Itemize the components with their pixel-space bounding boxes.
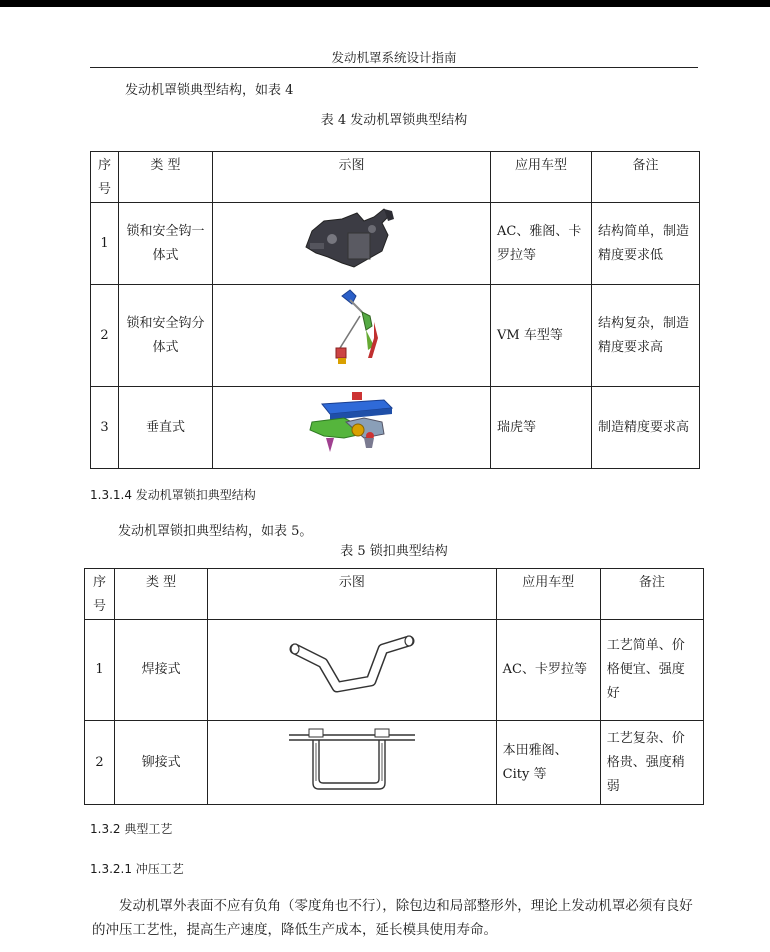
body-paragraph: 发动机罩外表面不应有负角（零度角也不行），除包边和局部整形外，理论上发动机罩必须有良好的冲压工艺性，提高生产速度，降低生产成本，延长模具使用寿命。 — [92, 898, 693, 938]
row-seq: 3 — [91, 387, 119, 469]
row-seq: 1 — [85, 620, 115, 721]
row-remark: 结构复杂，制造精度要求高 — [592, 285, 700, 387]
table5-intro: 发动机罩锁扣典型结构，如表 5。 — [118, 524, 313, 539]
table-row — [91, 285, 700, 387]
table-5 — [84, 568, 704, 805]
latch-integrated-image — [213, 203, 491, 285]
section-heading-132: 1.3.2 典型工艺 — [90, 822, 173, 836]
row-type: 锁和安全钩一体式 — [119, 203, 213, 285]
table5-col-image: 示图 — [208, 569, 496, 620]
table-row — [91, 387, 700, 469]
table5-col-type: 类 型 — [115, 569, 208, 620]
table4-col-remark: 备注 — [592, 152, 700, 203]
row-seq: 2 — [85, 721, 115, 805]
table-4 — [90, 151, 700, 469]
table5-col-remark: 备注 — [600, 569, 703, 620]
table5-header-row — [85, 569, 704, 620]
table5-col-seq: 序号 — [85, 569, 115, 620]
table-row — [91, 203, 700, 285]
table4-col-type: 类 型 — [119, 152, 213, 203]
striker-welded-image — [208, 620, 496, 721]
row-remark: 结构简单，制造精度要求低 — [592, 203, 700, 285]
top-border — [0, 0, 770, 7]
table4-caption: 表 4 发动机罩锁典型结构 — [320, 113, 468, 128]
table4-intro: 发动机罩锁典型结构，如表 4 — [125, 83, 294, 98]
table-row — [85, 721, 704, 805]
row-vehicle: 瑞虎等 — [491, 387, 592, 469]
row-vehicle: 本田雅阁、City 等 — [496, 721, 600, 805]
row-type: 锁和安全钩分体式 — [119, 285, 213, 387]
row-type: 铆接式 — [115, 721, 208, 805]
row-remark: 工艺复杂、价格贵、强度稍弱 — [600, 721, 703, 805]
section-heading-1314: 1.3.1.4 发动机罩锁扣典型结构 — [90, 488, 256, 502]
table-row — [85, 620, 704, 721]
row-vehicle: VM 车型等 — [491, 285, 592, 387]
table4-col-image: 示图 — [213, 152, 491, 203]
page-header-title: 发动机罩系统设计指南 — [331, 50, 457, 65]
table5-caption: 表 5 锁扣典型结构 — [340, 544, 448, 559]
table4-col-vehicle: 应用车型 — [491, 152, 592, 203]
row-seq: 1 — [91, 203, 119, 285]
table5-col-vehicle: 应用车型 — [496, 569, 600, 620]
row-vehicle: AC、卡罗拉等 — [496, 620, 600, 721]
table4-col-seq: 序号 — [91, 152, 119, 203]
header-divider — [90, 67, 698, 68]
row-vehicle: AC、雅阁、卡罗拉等 — [491, 203, 592, 285]
striker-riveted-image — [208, 721, 496, 805]
row-type: 焊接式 — [115, 620, 208, 721]
section-heading-1321: 1.3.2.1 冲压工艺 — [90, 862, 184, 876]
table4-header-row — [91, 152, 700, 203]
row-type: 垂直式 — [119, 387, 213, 469]
row-seq: 2 — [91, 285, 119, 387]
latch-vertical-image — [213, 387, 491, 469]
row-remark: 工艺简单、价格便宜、强度好 — [600, 620, 703, 721]
row-remark: 制造精度要求高 — [592, 387, 700, 469]
latch-split-image — [213, 285, 491, 387]
